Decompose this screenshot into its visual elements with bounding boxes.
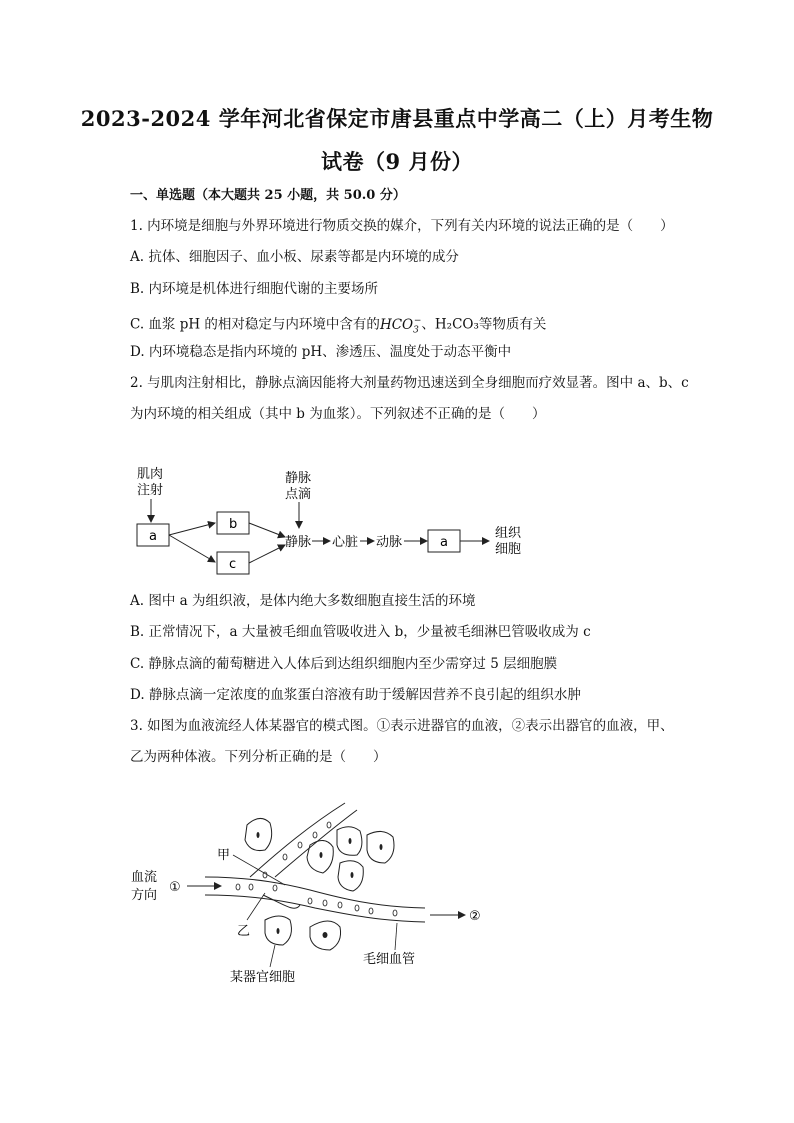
label-muscle-1: 肌肉 — [137, 467, 164, 482]
q2-option-d: D. 静脉点滴一定浓度的血浆蛋白溶液有助于缓解因营养不良引起的组织水肿 — [130, 687, 581, 703]
box-a-label: a — [149, 529, 157, 544]
q2-option-b: B. 正常情况下，a 大量被毛细血管吸收进入 b，少量被毛细淋巴管吸收成为 c — [130, 624, 591, 640]
label-jia: 甲 — [217, 848, 231, 863]
label-flow-2: 方向 — [131, 888, 158, 903]
paper-title-line2: 试卷（9 月份） — [321, 149, 473, 174]
q2-stem-line2: 为内环境的相关组成（其中 b 为血浆）。下列叙述不正确的是（ ） — [130, 406, 546, 422]
capillary-wall-top — [205, 877, 425, 908]
q1-option-b: B. 内环境是机体进行细胞代谢的主要场所 — [130, 281, 379, 297]
q1-option-c-formula: $HCO_3^-$ — [379, 316, 422, 336]
q3-stem-line1: 3. 如图为血液流经人体某器官的模式图。①表示进器官的血液，②表示出器官的血液，甲、 — [130, 718, 674, 734]
q2-option-a: A. 图中 a 为组织液，是体内绝大多数细胞直接生活的环境 — [130, 593, 476, 609]
q1-option-c — [130, 312, 546, 339]
label-artery: 动脉 — [376, 535, 403, 550]
box-b-label: b — [229, 517, 238, 532]
box-a2-label: a — [440, 535, 448, 550]
q1-option-a: A. 抗体、细胞因子、血小板、尿素等都是内环境的成分 — [130, 249, 459, 265]
label-flow-1: 血流 — [131, 870, 158, 885]
blood-particles — [236, 822, 397, 916]
branch-wall-left — [250, 803, 345, 877]
pointer-cells — [270, 945, 275, 967]
q1-stem: 1. 内环境是细胞与外界环境进行物质交换的媒介，下列有关内环境的说法正确的是（ ） — [130, 218, 674, 234]
box-c-label: c — [229, 557, 237, 572]
q3-organ-diagram — [125, 795, 505, 995]
organ-cells — [245, 818, 394, 950]
label-tissue-1: 组织 — [495, 526, 522, 541]
label-heart: 心脏 — [332, 535, 359, 550]
q2-option-c: C. 静脉点滴的葡萄糖进入人体后到达组织细胞内至少需穿过 5 层细胞膜 — [130, 656, 558, 672]
arrow-a-to-b — [169, 523, 215, 535]
q1-option-d: D. 内环境稳态是指内环境的 pH、渗透压、温度处于动态平衡中 — [130, 344, 512, 360]
label-capillary: 毛细血管 — [363, 952, 416, 967]
label-cells: 某器官细胞 — [230, 970, 296, 985]
q2-flow-diagram — [125, 462, 545, 582]
arrow-a-to-c — [169, 535, 215, 562]
q2-stem-line1: 2. 与肌肉注射相比，静脉点滴因能将大剂量药物迅速送到全身细胞而疗效显著。图中 a、b、c — [130, 375, 689, 391]
arrow-c-to-vein — [249, 545, 285, 563]
q1-option-c-post: 、H₂CO₃等物质有关 — [421, 316, 547, 333]
arrow-b-to-vein — [249, 523, 285, 537]
paper-title-line1: 2023-2024 学年河北省保定市唐县重点中学高二（上）月考生物 — [80, 106, 714, 131]
pointer-capillary — [395, 923, 397, 950]
q3-stem-line2: 乙为两种体液。下列分析正确的是（ ） — [130, 749, 387, 765]
label-yi: 乙 — [237, 924, 251, 939]
label-tissue-2: 细胞 — [495, 542, 522, 557]
section-heading: 一、单选题（本大题共 25 小题，共 50.0 分） — [130, 188, 406, 203]
label-in-mark: ① — [169, 880, 181, 895]
label-iv-1: 静脉 — [285, 471, 312, 486]
q1-option-c-pre: C. 血浆 pH 的相对稳定与内环境中含有的 — [130, 316, 380, 333]
label-iv-2: 点滴 — [285, 487, 312, 502]
capillary-wall-bottom — [205, 895, 425, 922]
label-muscle-2: 注射 — [137, 483, 164, 498]
label-out-mark: ② — [469, 909, 481, 924]
label-vein: 静脉 — [285, 535, 312, 550]
branch-wall-right — [275, 810, 357, 877]
